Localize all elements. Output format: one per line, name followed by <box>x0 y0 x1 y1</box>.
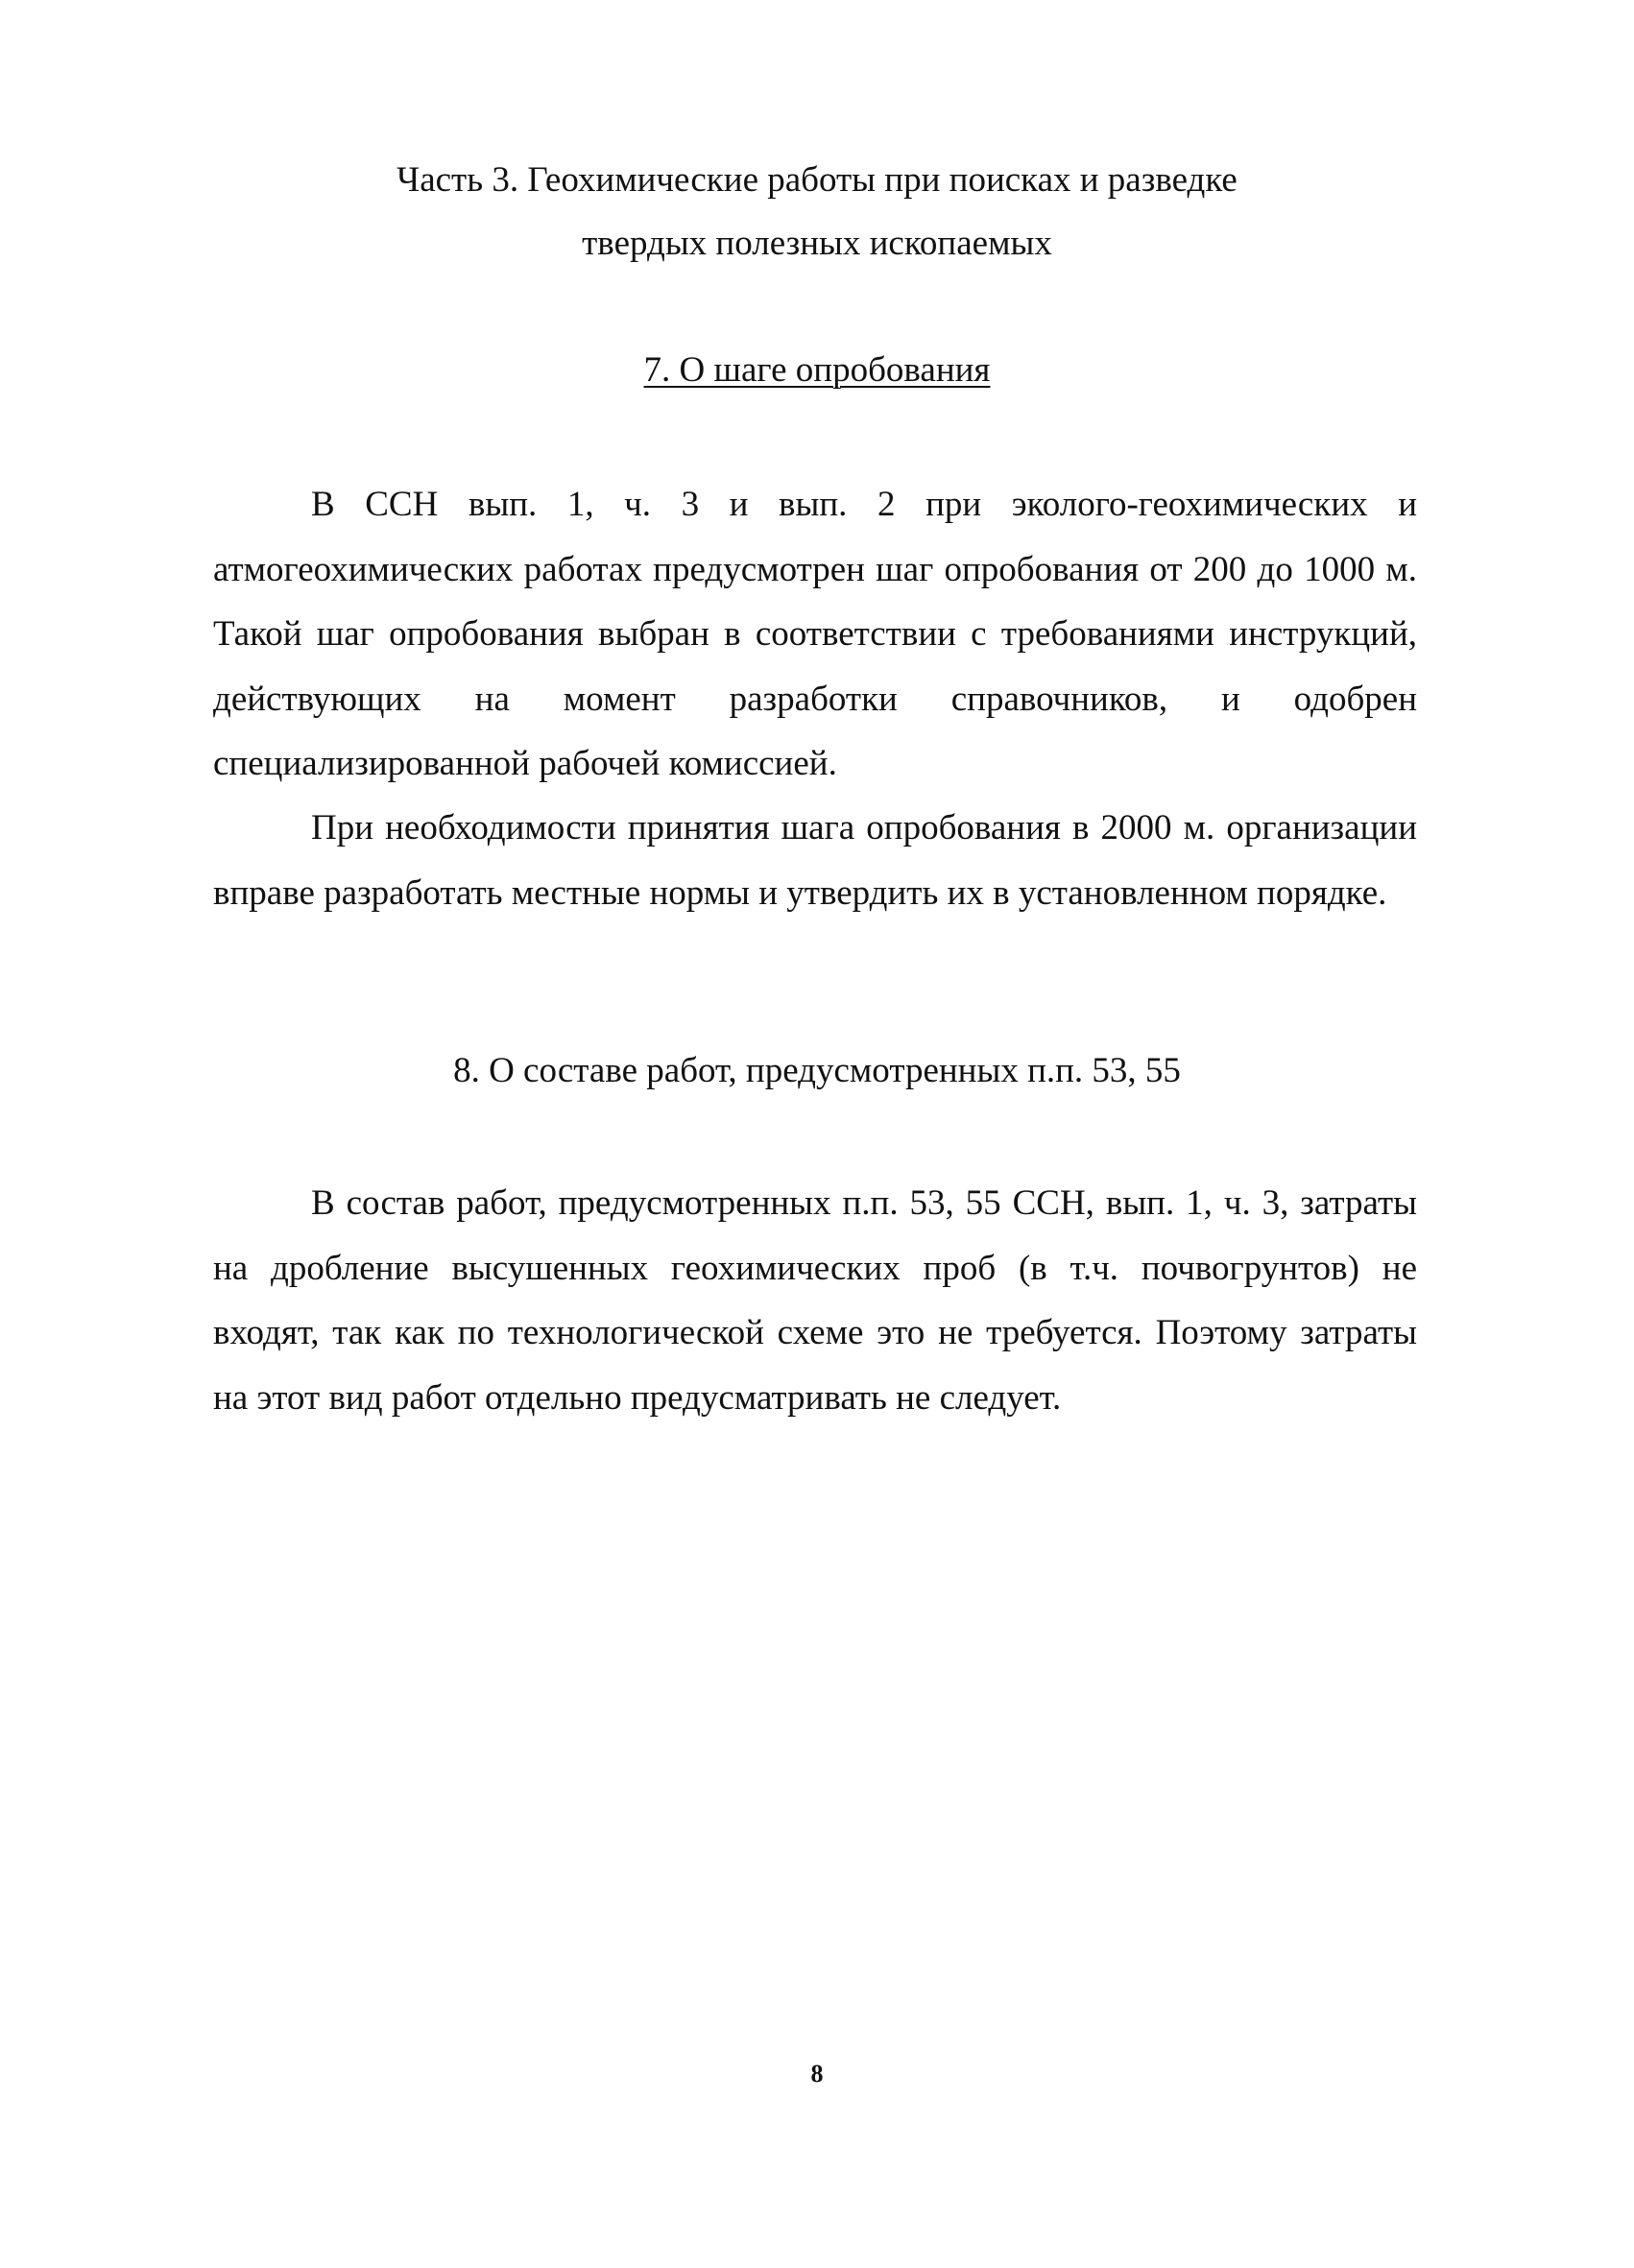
page-number: 8 <box>810 2060 824 2088</box>
section-8-paragraph-1: В состав работ, предусмотренных п.п. 53, 55 ССН, вып. 1, ч. 3, затраты на дробление высушенных геохимических проб (в т.ч. почвогрунтов) не входят, так как по технологической схеме это не требуется. Поэтому затраты на этот вид работ отдельно предусматривать не следует. <box>213 1183 1417 1418</box>
section-8-title: 8. О составе работ, предусмотренных п.п. 53, 55 <box>453 1051 1181 1090</box>
section-7-title-text: 7. О шаге опробования <box>643 350 991 390</box>
section-7-paragraph-1: В ССН вып. 1, ч. 3 и вып. 2 при эколого-геохимических и атмогеохимических работах предусмотрен шаг опробования от 200 до 1000 м. Такой шаг опробования выбран в соответствии с требованиями инструкций, действующих на момент разработки справочников, и одобрен специализированной рабочей комиссией. <box>213 485 1417 783</box>
section-7-paragraph-2: При необходимости принятия шага опробования в 2000 м. организации вправе разработать местные нормы и утвердить их в установленном порядке. <box>213 808 1417 913</box>
part-heading-line-2: твердых полезных ископаемых <box>582 224 1052 263</box>
part-heading-line-1: Часть 3. Геохимические работы при поисках и разведке <box>396 160 1238 200</box>
section-7-title <box>0 349 1634 392</box>
